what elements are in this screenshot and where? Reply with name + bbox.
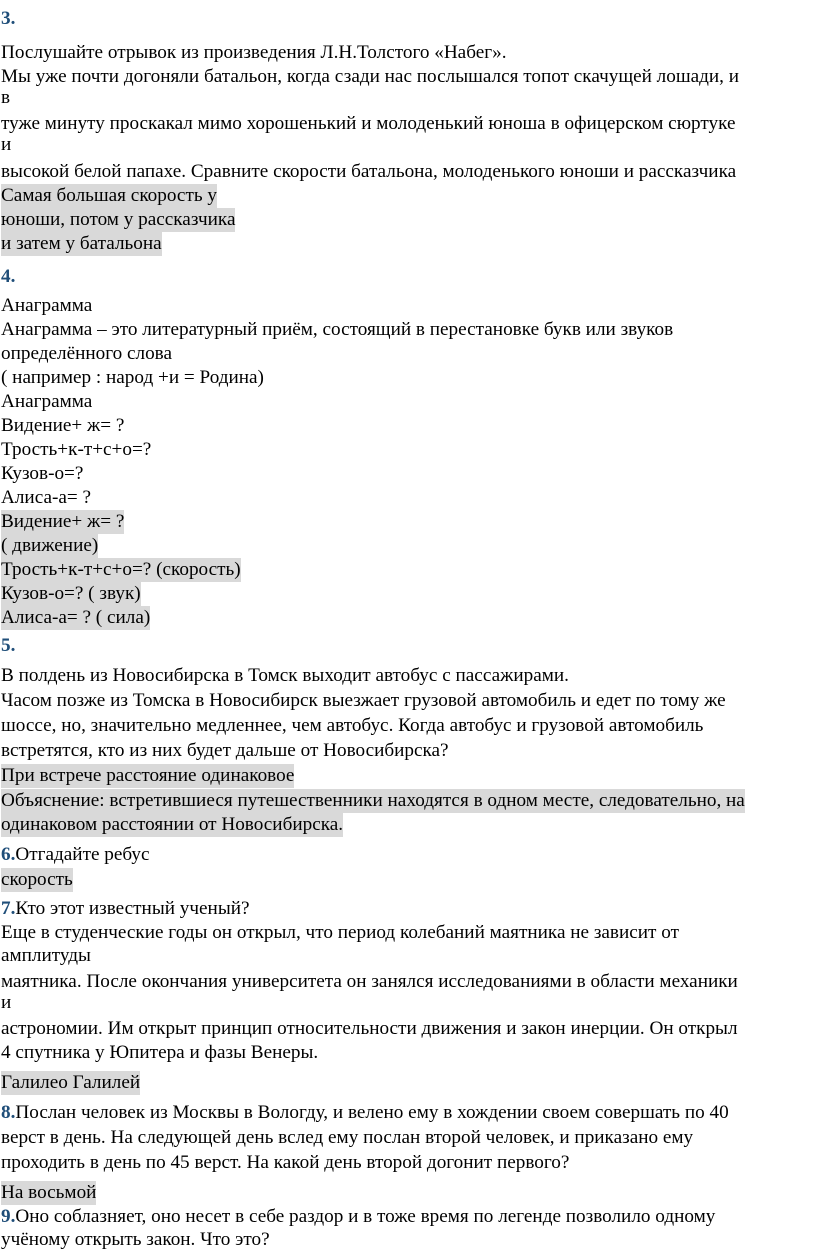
q4-line: определённого слова [1,343,173,364]
q5-line: Часом позже из Томска в Новосибирск выезжает грузовой автомобиль и едет по тому же [1,690,726,711]
q7-text: Кто этот известный ученый? [15,898,250,919]
q5-line: шоссе, но, значительно медленнее, чем автобус. Когда автобус и грузовой автомобиль [1,715,704,736]
q8-number: 8. [1,1102,16,1123]
q4-answer: Трость+к-т+с+о=? (скорость) [1,559,241,580]
q3-answer: и затем у батальона [1,233,162,254]
q4-number: 4. [1,266,16,287]
q7-line: астрономии. Им открыт принцип относительности движения и закон инерции. Он открыл [1,1018,738,1039]
q4-answer: Видение+ ж= ? [1,511,125,532]
q4-line: Трость+к-т+с+о=? [1,439,152,460]
q4-line: Алиса-а= ? [1,487,92,508]
q4-answer: Алиса-а= ? ( сила) [1,607,151,628]
q8-line: верст в день. На следующей день вслед ему послан второй человек, и приказано ему [1,1127,694,1148]
q4-line: Анаграмма [1,391,93,412]
q3-line: туже минуту проскакал мимо хорошенький и молоденький юноша в офицерском сюртуке [1,113,736,134]
q5-line: встретятся, кто из них будет дальше от Новосибирска? [1,740,449,761]
q7-number: 7. [1,898,16,919]
q4-answer: Кузов-о=? ( звук) [1,583,141,604]
q3-line: в [1,87,11,108]
q7-line: маятника. После окончания университета он занялся исследованиями в области механики [1,971,738,992]
q9-number: 9. [1,1206,16,1227]
q3-line: Мы уже почти догоняли батальон, когда сзади нас послышался топот скачущей лошади, и [1,66,740,87]
q7-line: 4 спутника у Юпитера и фазы Венеры. [1,1042,319,1063]
q4-line: Анаграмма [1,295,93,316]
q5-answer: При встрече расстояние одинаковое [1,765,295,786]
q6-text: Отгадайте ребус [15,844,150,865]
q3-line: Послушайте отрывок из произведения Л.Н.Толстого «Набег». [1,42,507,63]
q7-line: амплитуды [1,945,91,966]
q9-question [1,1205,715,1229]
q6-question [1,843,150,867]
q7-question [1,897,250,921]
q3-answer: Самая большая скорость у [1,185,217,206]
q5-line: В полдень из Новосибирска в Томск выходит автобус с пассажирами. [1,665,569,686]
q7-answer: Галилео Галилей [1,1072,141,1093]
q8-text: Послан человек из Москвы в Вологду, и велено ему в хождении своем совершать по 40 [15,1102,729,1123]
q4-line: Видение+ ж= ? [1,415,125,436]
q5-answer: одинаковом расстоянии от Новосибирска. [1,814,344,835]
q7-line: и [1,992,12,1013]
q4-answer: ( движение) [1,535,99,556]
q7-line: Еще в студенческие годы он открыл, что период колебаний маятника не зависит от [1,922,679,943]
q8-answer: На восьмой [1,1182,97,1203]
q6-answer: скорость [1,869,73,890]
q8-line: проходить в день по 45 верст. На какой день второй догонит первого? [1,1152,570,1173]
q4-line: Кузов-о=? [1,463,84,484]
q3-number: 3. [1,8,16,29]
q3-line: высокой белой папахе. Сравните скорости батальона, молоденького юноши и рассказчика [1,161,737,182]
q9-line: учёному открыть закон. Что это? [1,1229,270,1250]
q3-answer: юноши, потом у рассказчика [1,209,236,230]
q5-answer: Объяснение: встретившиеся путешественники находятся в одном месте, следовательно, на [1,790,745,811]
q8-question [1,1101,729,1125]
q6-number: 6. [1,844,16,865]
q9-text: Оно соблазняет, оно несет в себе раздор и в тоже время по легенде позволило одному [15,1206,716,1227]
q4-line: ( например : народ +и = Родина) [1,367,264,388]
q3-line: и [1,134,12,155]
q5-number: 5. [1,635,16,656]
q4-line: Анаграмма – это литературный приём, состоящий в перестановке букв или звуков [1,319,674,340]
